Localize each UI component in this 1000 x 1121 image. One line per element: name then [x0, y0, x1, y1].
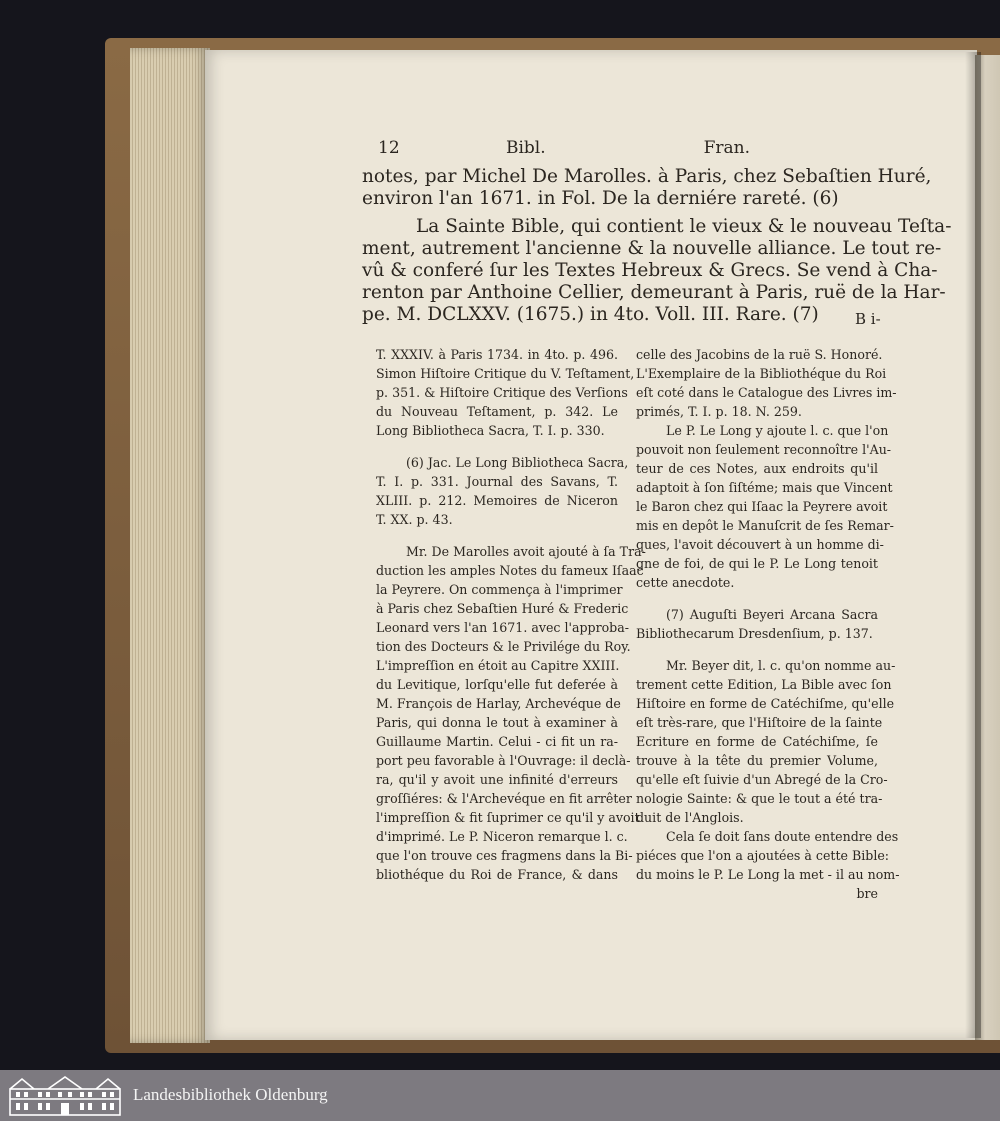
page-stack	[130, 48, 210, 1043]
footnote-line: primés, T. I. p. 18. N. 259.	[636, 404, 802, 419]
main-text-line: renton par Anthoine Cellier, demeurant à Paris, ruë de la Har-	[362, 282, 946, 303]
footnote-line: eſt coté dans le Catalogue des Livres im-	[636, 385, 897, 400]
footnote-line: la Peyrere. On commença à l'imprimer	[376, 582, 623, 597]
footnote-line: du moins le P. Le Long la met - il au nom-	[636, 867, 900, 882]
library-building-icon	[8, 1075, 122, 1117]
footnote-line: duit de l'Anglois.	[636, 810, 744, 825]
main-text-line: ment, autrement l'ancienne & la nouvelle alliance. Le tout re-	[362, 238, 942, 259]
page-gutter	[965, 52, 981, 1038]
footnote-line: duction les amples Notes du fameux Iſaac	[376, 563, 644, 578]
footnote-line: Guillaume Martin. Celui - ci fit un ra-	[376, 734, 618, 749]
footnote-line: cette anecdote.	[636, 575, 735, 590]
footnote-line: Paris, qui donna le tout à examiner à	[376, 715, 618, 730]
footnote-line: T. XXXIV. à Paris 1734. in 4to. p. 496.	[376, 347, 618, 362]
footnote-line: trement cette Edition, La Bible avec ſon	[636, 677, 892, 692]
footnote-line: Le P. Le Long y ajoute l. c. que l'on	[666, 423, 889, 438]
main-text-line: pe. M. DCLXXV. (1675.) in 4to. Voll. III. Rare. (7)	[362, 304, 819, 325]
footnote-line: Mr. Beyer dit, l. c. qu'on nomme au-	[666, 658, 896, 673]
footnote-line: l'impreſſion & fit ſuprimer ce qu'il y avoit	[376, 810, 640, 825]
footnote-line: celle des Jacobins de la ruë S. Honoré.	[636, 347, 883, 362]
main-text-line: La Sainte Bible, qui contient le vieux & le nouveau Teſta-	[416, 216, 952, 237]
footnote-line: L'Exemplaire de la Bibliothéque du Roi	[636, 366, 887, 381]
footnote-line: du Levitique, lorſqu'elle fut deferée à	[376, 677, 618, 692]
footnote-line: L'impreſſion en étoit au Capitre XXIII.	[376, 658, 620, 673]
footnote-line: nologie Sainte: & que le tout a été tra-	[636, 791, 883, 806]
footnote-line: gne de foi, de qui le P. Le Long tenoit	[636, 556, 878, 571]
footnote-line: XLIII. p. 212. Memoires de Niceron	[376, 493, 618, 508]
running-head-right: Fran.	[703, 138, 750, 158]
footnote-line: (7) Auguſti Beyeri Arcana Sacra	[666, 607, 878, 622]
running-head-center: Bibl.	[506, 138, 546, 158]
footnote-line: bliothéque du Roi de France, & dans	[376, 867, 618, 882]
footnote-line: mis en depôt le Manuſcrit de ſes Remar-	[636, 518, 894, 533]
footnote-column-right	[636, 345, 900, 903]
footnote-line: p. 351. & Hiſtoire Critique des Verſions	[376, 385, 628, 400]
footnote-line: Long Bibliotheca Sacra, T. I. p. 330.	[376, 423, 605, 438]
footnote-line: bre	[856, 886, 878, 901]
running-head	[378, 138, 750, 164]
footnote-line: port peu favorable à l'Ouvrage: il declà-	[376, 753, 631, 768]
footnote-column-left	[376, 345, 646, 884]
footnote-line: Bibliothecarum Dresdenſium, p. 137.	[636, 626, 873, 641]
footnote-line: T. I. p. 331. Journal des Savans, T.	[376, 474, 618, 489]
footnote-line: trouve à la tête du premier Volume,	[636, 753, 878, 768]
main-text	[362, 166, 952, 326]
footnote-line: tion des Docteurs & le Privilége du Roy.	[376, 639, 631, 654]
footnote-line: ra, qu'il y avoit une infinité d'erreurs	[376, 772, 618, 787]
footnote-line: du Nouveau Teſtament, p. 342. Le	[376, 404, 618, 419]
footnote-line: à Paris chez Sebaſtien Huré & Frederic	[376, 601, 629, 616]
footnote-line: eſt très-rare, que l'Hiſtoire de la ſainte	[636, 715, 883, 730]
footnote-line: Simon Hiſtoire Critique du V. Teſtament,	[376, 366, 635, 381]
footnote-line: adaptoit à ſon ſiſtéme; mais que Vincent	[636, 480, 893, 495]
catchword: B i-	[855, 310, 881, 328]
footer-bar	[0, 1070, 1000, 1121]
footnote-line: M. François de Harlay, Archevéque de	[376, 696, 621, 711]
footnote-line: groſſiéres: & l'Archevéque en fit arrêter	[376, 791, 632, 806]
footnote-line: (6) Jac. Le Long Bibliotheca Sacra,	[406, 455, 629, 470]
main-text-line: environ l'an 1671. in Fol. De la derniére rareté. (6)	[362, 188, 839, 209]
footnote-line: ques, l'avoit découvert à un homme di-	[636, 537, 884, 552]
institution-name: Landesbibliothek Oldenburg	[133, 1085, 328, 1104]
footnote-line: Cela ſe doit ſans doute entendre des	[666, 829, 899, 844]
footnote-line: pouvoit non ſeulement reconnoître l'Au-	[636, 442, 892, 457]
footnote-line: que l'on trouve ces fragmens dans la Bi-	[376, 848, 633, 863]
footnote-line: T. XX. p. 43.	[376, 512, 453, 527]
footnote-line: Hiſtoire en forme de Catéchiſme, qu'elle	[636, 696, 895, 711]
footnote-line: Leonard vers l'an 1671. avec l'approba-	[376, 620, 630, 635]
footnote-line: piéces que l'on a ajoutées à cette Bible:	[636, 848, 890, 863]
main-text-line: vû & conferé ſur les Textes Hebreux & Grecs. Se vend à Cha-	[362, 260, 938, 281]
footnote-line: teur de ces Notes, aux endroits qu'il	[636, 461, 878, 476]
main-text-line: notes, par Michel De Marolles. à Paris, chez Sebaſtien Huré,	[362, 166, 932, 187]
footnote-line: Ecriture en forme de Catéchiſme, ſe	[636, 734, 878, 749]
footnote-line: le Baron chez qui Iſaac la Peyrere avoit	[636, 499, 888, 514]
footnote-line: qu'elle eſt ſuivie d'un Abregé de la Cro-	[636, 772, 888, 787]
footnote-line: Mr. De Marolles avoit ajouté à ſa Tra-	[406, 544, 646, 559]
page-number: 12	[378, 138, 400, 158]
footnote-line: d'imprimé. Le P. Niceron remarque l. c.	[376, 829, 628, 844]
